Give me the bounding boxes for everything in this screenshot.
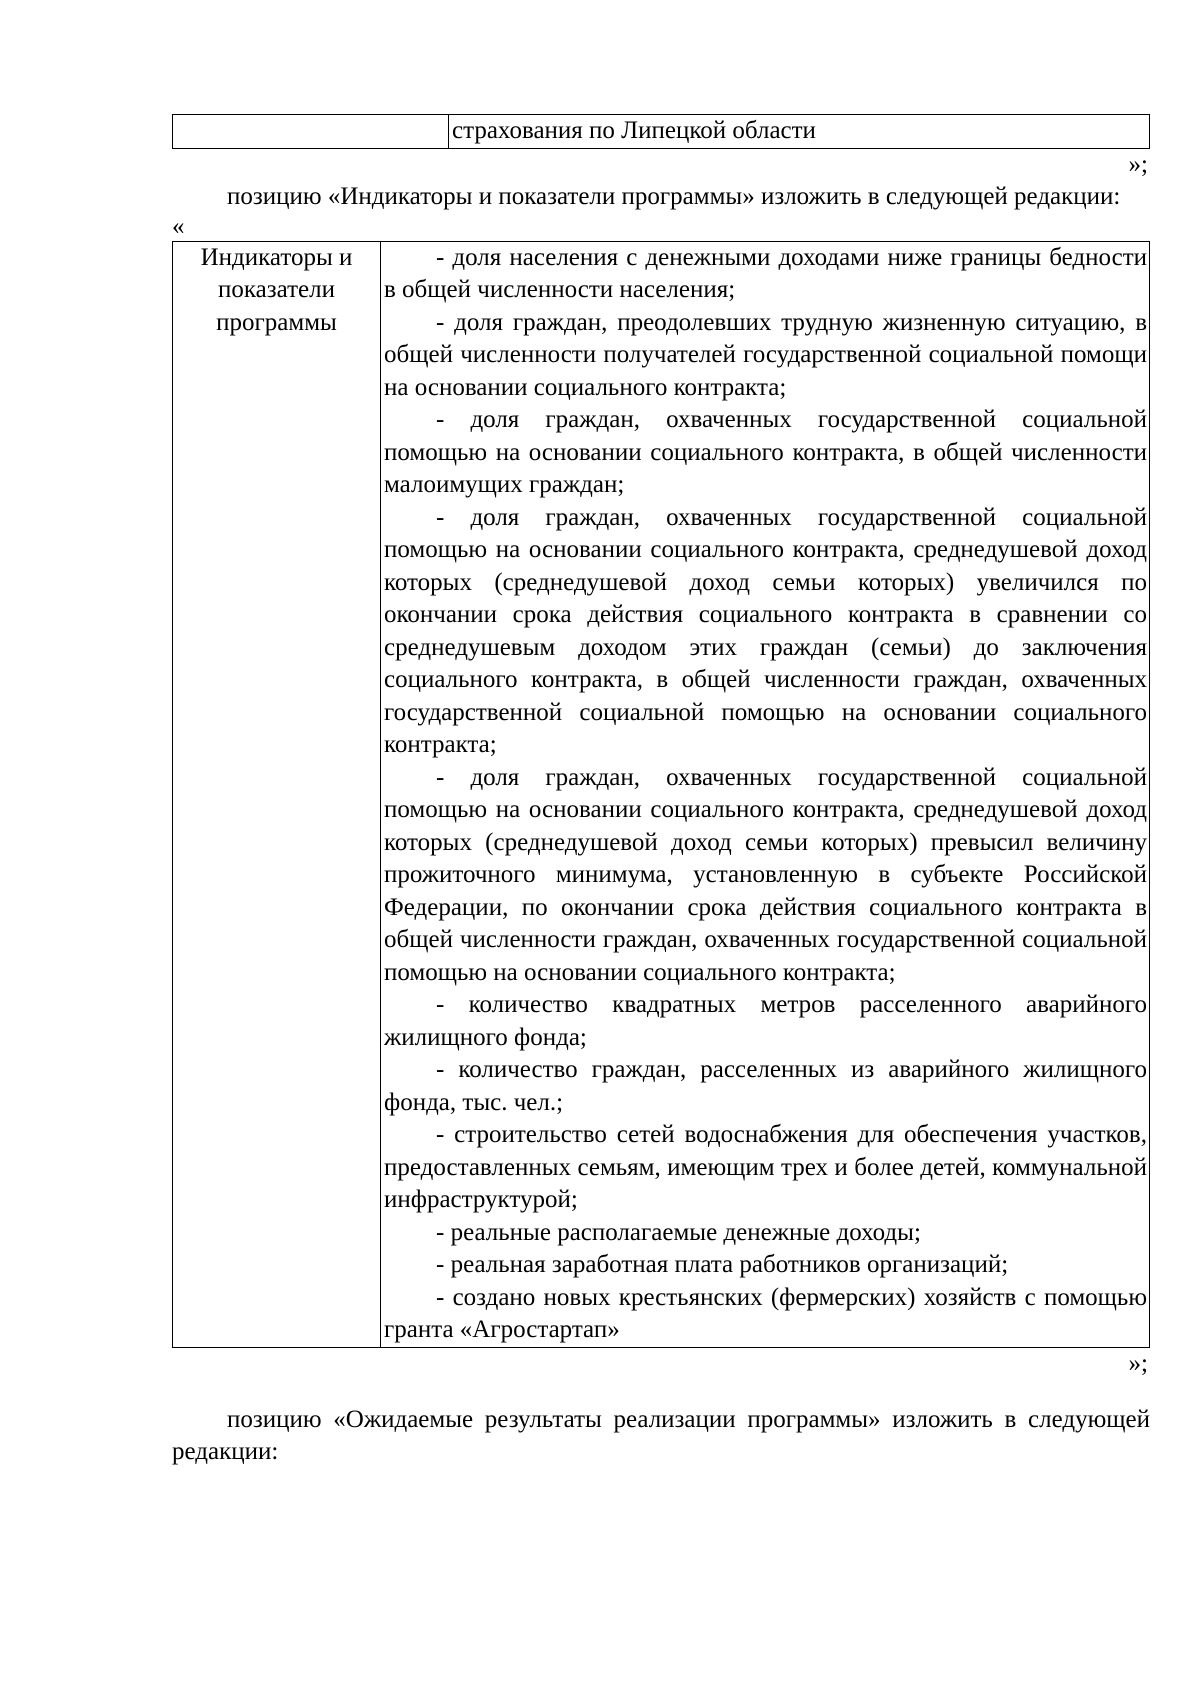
indicator-item: - доля граждан, охваченных государственной социальной помощью на основании социального контракта, среднедушевой доход которых (среднедушевой доход семьи которых) превысил величину прожиточного минимума, установленную в субъекте Российской Федерации, по окончании срока действия социального контракта в общей численности граждан, охваченных государственной социальной помощью на основании социального контракта;	[384, 763, 1147, 986]
indicator-item: - доля граждан, охваченных государственной социальной помощью на основании социального контракта, среднедушевой доход которых (среднедушевой доход семьи которых) увеличился по окончании срока действия социального контракта в сравнении со среднедушевым доходом этих граждан (семьи) до заключения социального контракта, в общей численности граждан, охваченных государственной социальной помощью на основании социального контракта;	[384, 503, 1147, 758]
top-table-right-cell: страхования по Липецкой области	[449, 115, 1150, 149]
indicator-item: - доля граждан, преодолевших трудную жизненную ситуацию, в общей численности получателей государственной социальной помощи на основании социального контракта;	[384, 308, 1147, 401]
indicator-item: - реальная заработная плата работников организаций;	[436, 1251, 1009, 1278]
opening-quote: «	[172, 212, 185, 240]
indicator-item: - доля граждан, охваченных государственной социальной помощью на основании социального контракта, в общей численности малоимущих граждан;	[384, 406, 1147, 498]
spacer	[172, 1380, 1150, 1404]
document-page	[172, 114, 1150, 1468]
indicator-item: - доля населения с денежными доходами ниже границы бедности в общей численности населения;	[384, 243, 1147, 303]
instruction-paragraph: позицию «Индикаторы и показатели программы» изложить в следующей редакции:	[227, 182, 1121, 210]
table-row	[173, 115, 1150, 149]
indicator-item: - реальные располагаемые денежные доходы;	[436, 1218, 921, 1246]
indicator-item: - количество квадратных метров расселенного аварийного жилищного фонда;	[384, 991, 1147, 1051]
instruction-paragraph: позицию «Ожидаемые результаты реализации программы» изложить в следующей редакции:	[172, 1405, 1150, 1465]
top-table-left-cell	[173, 115, 449, 149]
closing-quote: »;	[1128, 1349, 1148, 1377]
indicators-label-cell: Индикаторы и показатели программы	[173, 241, 381, 1347]
indicator-item: - строительство сетей водоснабжения для обеспечения участков, предоставленных семьям, имеющим трех и более детей, коммунальной инфраструктурой;	[384, 1121, 1147, 1213]
top-table	[172, 114, 1150, 149]
indicator-item: - создано новых крестьянских (фермерских) хозяйств с помощью гранта «Агростартап»	[384, 1283, 1147, 1343]
table-row	[173, 241, 1150, 1347]
closing-quote: »;	[1128, 150, 1148, 178]
indicators-content-cell	[381, 241, 1150, 1347]
indicator-item: - количество граждан, расселенных из аварийного жилищного фонда, тыс. чел.;	[384, 1056, 1147, 1116]
indicators-table	[172, 241, 1150, 1348]
